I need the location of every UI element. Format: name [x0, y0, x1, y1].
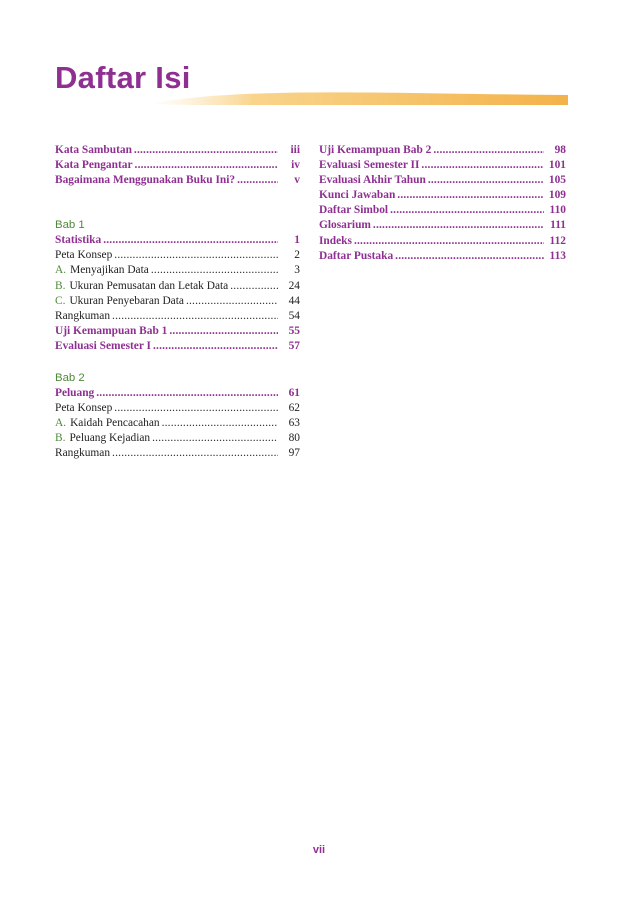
- dot-leader: [151, 263, 278, 278]
- toc-entry[interactable]: [55, 446, 300, 461]
- dot-leader: [433, 143, 544, 158]
- toc-entry-label: Daftar Pustaka: [319, 249, 394, 262]
- toc-entry-page: 80: [288, 432, 300, 445]
- dot-leader: [135, 158, 278, 173]
- dot-leader: [114, 248, 278, 263]
- toc-entry[interactable]: [55, 386, 300, 401]
- dot-leader: [112, 309, 278, 324]
- dot-leader: [153, 339, 278, 354]
- toc-entry-page: iii: [290, 144, 300, 156]
- toc-entry[interactable]: [55, 339, 300, 354]
- toc-entry-page: 3: [294, 264, 300, 277]
- toc-entry-page: 101: [548, 159, 566, 172]
- toc-entry-page: 105: [548, 174, 566, 187]
- toc-entry[interactable]: [319, 158, 566, 173]
- toc-entry-letter: B.: [55, 279, 66, 292]
- chapter-heading: Bab 1: [55, 219, 85, 232]
- toc-entry-label: Kata Pengantar: [55, 159, 133, 172]
- toc-entry[interactable]: [55, 248, 300, 263]
- toc-entry-label: Indeks: [319, 234, 352, 247]
- toc-entry[interactable]: [55, 431, 300, 446]
- toc-entry-label: Evaluasi Akhir Tahun: [319, 174, 426, 187]
- toc-entry-label: Kaidah Pencacahan: [70, 417, 160, 430]
- page-title: Daftar Isi: [55, 60, 191, 95]
- dot-leader: [152, 431, 278, 446]
- toc-entry-page: 109: [548, 189, 566, 202]
- toc-entry-page: 98: [554, 144, 566, 156]
- toc-entry-page: 57: [288, 339, 300, 352]
- toc-entry-page: 55: [288, 324, 300, 337]
- dot-leader: [237, 173, 278, 188]
- toc-entry-page: iv: [291, 159, 300, 172]
- toc-entry-page: v: [294, 174, 300, 187]
- toc-entry[interactable]: [55, 294, 300, 309]
- toc-entry-label: Peta Konsep: [55, 249, 113, 262]
- toc-entry[interactable]: [55, 173, 300, 188]
- toc-entry[interactable]: [319, 203, 566, 218]
- toc-entry[interactable]: [319, 143, 566, 158]
- toc-entry-label: Ukuran Pemusatan dan Letak Data: [69, 279, 229, 292]
- toc-entry[interactable]: [55, 158, 300, 173]
- toc-entry[interactable]: [55, 309, 300, 324]
- dot-leader: [421, 158, 544, 173]
- toc-entry-letter: A.: [55, 417, 67, 430]
- toc-entry-page: 24: [288, 279, 300, 292]
- toc-entry-page: 44: [288, 294, 300, 307]
- toc-entry-label: Kata Sambutan: [55, 144, 132, 156]
- toc-entry[interactable]: [55, 324, 300, 339]
- dot-leader: [354, 234, 544, 249]
- dot-leader: [96, 386, 278, 401]
- toc-entry-page: 62: [288, 402, 300, 415]
- toc-entry-label: Daftar Simbol: [319, 204, 389, 217]
- toc-entry-letter: B.: [55, 432, 66, 445]
- dot-leader: [428, 173, 544, 188]
- toc-entry[interactable]: [55, 401, 300, 416]
- dot-leader: [373, 218, 544, 233]
- toc-entry[interactable]: [55, 263, 300, 278]
- dot-leader: [390, 203, 544, 218]
- chapter-heading: Bab 2: [55, 372, 85, 385]
- dot-leader: [397, 188, 544, 203]
- toc-entry-label: Kunci Jawaban: [319, 189, 396, 202]
- toc-entry[interactable]: [319, 188, 566, 203]
- toc-left-column: [55, 143, 300, 462]
- toc-entry-label: Rangkuman: [55, 309, 111, 322]
- toc-entry[interactable]: [55, 279, 300, 294]
- toc-entry-page: 112: [549, 234, 566, 247]
- dot-leader: [230, 279, 278, 294]
- title-swoosh-decoration: [150, 78, 568, 108]
- toc-entry-page: 63: [288, 417, 300, 430]
- dot-leader: [395, 249, 544, 264]
- toc-entry[interactable]: [319, 173, 566, 188]
- toc-entry-page: 61: [288, 387, 300, 400]
- toc-entry-label: Glosarium: [319, 219, 371, 232]
- toc-entry[interactable]: [55, 416, 300, 431]
- toc-entry-label: Uji Kemampuan Bab 2: [319, 144, 432, 156]
- dot-leader: [134, 143, 278, 158]
- toc-entry-page: 2: [294, 249, 300, 262]
- toc-entry-label: Rangkuman: [55, 447, 111, 460]
- toc-entry-page: 113: [549, 249, 566, 262]
- toc-entry-label: Peta Konsep: [55, 402, 113, 415]
- toc-entry-label: Statistika: [55, 234, 102, 247]
- page-number: vii: [312, 844, 326, 856]
- toc-entry-label: Evaluasi Semester I: [55, 339, 151, 352]
- toc-entry[interactable]: [319, 249, 566, 264]
- toc-entry-label: Bagaimana Menggunakan Buku Ini?: [55, 174, 236, 187]
- toc-entry[interactable]: [55, 143, 300, 158]
- toc-entry-page: 110: [549, 204, 566, 217]
- toc-entry-label: Uji Kemampuan Bab 1: [55, 324, 168, 337]
- dot-leader: [186, 294, 278, 309]
- toc-entry-label: Peluang Kejadian: [69, 432, 151, 445]
- toc-entry-page: 1: [294, 234, 300, 247]
- toc-entry-page: 111: [550, 219, 566, 232]
- toc-entry-letter: A.: [55, 264, 67, 277]
- dot-leader: [169, 324, 278, 339]
- toc-entry[interactable]: [319, 218, 566, 233]
- toc-entry-label: Menyajikan Data: [70, 264, 149, 277]
- toc-entry-letter: C.: [55, 294, 66, 307]
- dot-leader: [114, 401, 278, 416]
- toc-entry-label: Ukuran Penyebaran Data: [69, 294, 184, 307]
- toc-entry-label: Peluang: [55, 387, 95, 400]
- toc-entry[interactable]: [55, 233, 300, 248]
- toc-entry[interactable]: [319, 234, 566, 249]
- toc-right-column: [319, 143, 566, 264]
- dot-leader: [112, 446, 278, 461]
- dot-leader: [103, 233, 278, 248]
- toc-entry-page: 54: [288, 309, 300, 322]
- toc-entry-label: Evaluasi Semester II: [319, 159, 420, 172]
- dot-leader: [162, 416, 278, 431]
- toc-entry-page: 97: [288, 447, 300, 460]
